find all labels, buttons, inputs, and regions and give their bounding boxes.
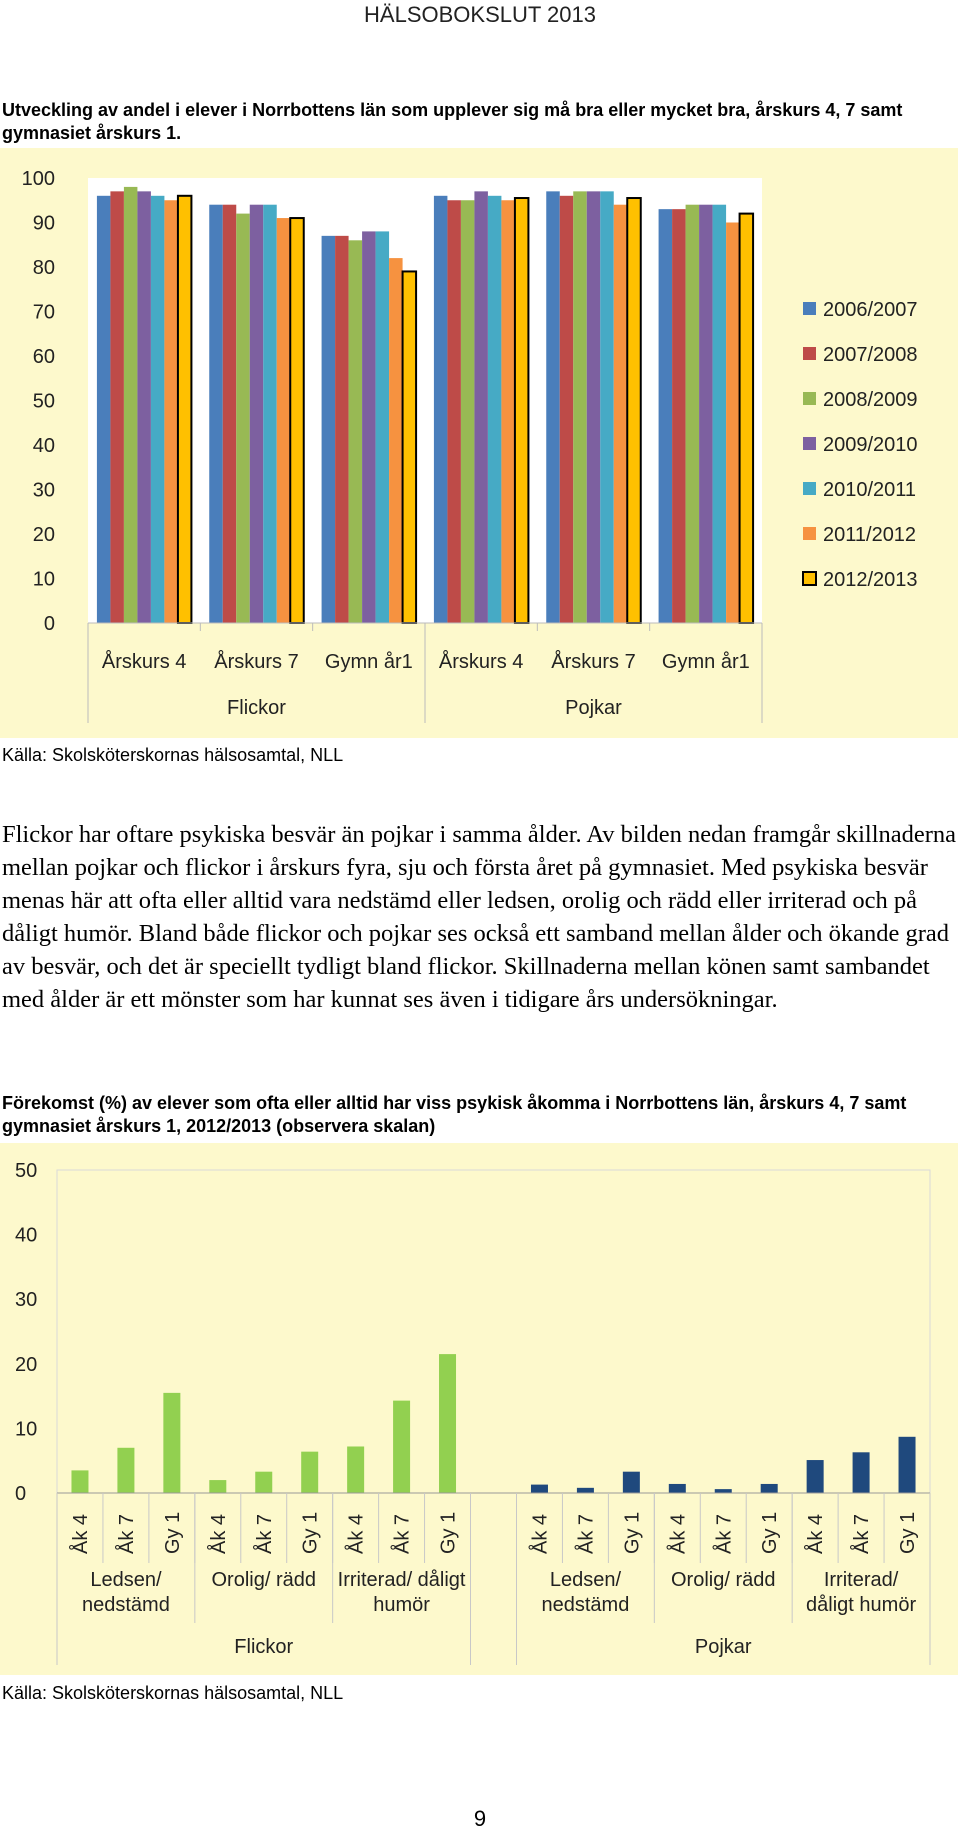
chart2-bar [209, 1480, 226, 1493]
chart1-bar [322, 236, 336, 623]
chart2-y-tick-label: 10 [15, 1418, 38, 1441]
chart2-x-tick-label: Gy 1 [759, 1511, 782, 1554]
chart1-bar [600, 191, 614, 623]
chart1-bar [178, 196, 192, 623]
chart1-x-tick-label: Årskurs 4 [101, 651, 187, 673]
chart2-bar [669, 1484, 686, 1493]
chart2-x-tick-label: Åk 7 [575, 1513, 598, 1554]
chart1-bar [560, 196, 574, 623]
chart2-subgroup-label: Irriterad/ [823, 1569, 899, 1591]
body-paragraph: Flickor har oftare psykiska besvär än pojkar i samma ålder. Av bilden nedan framgår skillnaderna mellan pojkar och flickor i årskurs fyra, sju och första året på gymnasiet. Med psykiska besvär menas här att ofta eller alltid vara nedstämd eller ledsen, orolig och rädd eller irriterad och på dåligt humör. Bland både flickor och pojkar ses också ett samband mellan ålder och ökande grad av besvär, och det är speciellt tydligt bland flickor. Skillnaderna mellan könen samt sambandet med ålder är ett mönster som har kunnat ses även i tidigare års undersökningar. [2, 821, 957, 1013]
chart1-y-tick-label: 80 [32, 257, 55, 279]
chart1-bar [699, 205, 713, 623]
chart2-x-tick-label: Gy 1 [621, 1511, 644, 1554]
chart1-bar [277, 218, 291, 623]
chart1-bar [97, 196, 111, 623]
chart1-bar [124, 187, 137, 623]
chart1-bar [501, 200, 514, 623]
chart2-bar [117, 1448, 134, 1493]
chart2-subgroup-label: dåligt humör [806, 1594, 917, 1616]
chart1-y-tick-label: 0 [43, 613, 55, 635]
chart1-legend-label: 2008/2009 [823, 389, 918, 411]
chart2-x-tick-label: Åk 4 [805, 1513, 828, 1554]
chart1-bar [362, 231, 376, 623]
chart1-bar [686, 205, 700, 623]
chart1-bar [376, 231, 390, 623]
chart1-x-tick-label: Årskurs 7 [551, 651, 636, 673]
chart2-subgroup-label: humör [373, 1594, 430, 1616]
chart2-bar [301, 1452, 318, 1493]
chart1-bar [223, 205, 237, 623]
chart2-bar [761, 1484, 778, 1493]
chart1-y-tick-label: 60 [32, 346, 55, 368]
chart2-bar [577, 1488, 594, 1493]
chart2-panel [0, 1143, 958, 1675]
chart2-subgroup-label: Ledsen/ [549, 1569, 622, 1591]
chart1-bar [290, 218, 304, 623]
chart1-x-tick-label: Gymn år1 [661, 651, 750, 673]
chart1-bar [740, 214, 754, 623]
chart2-bar [347, 1446, 364, 1493]
chart1-x-tick-label: Årskurs 4 [438, 651, 524, 673]
chart1-caption: Utveckling av andel i elever i Norrbottens län som upplever sig må bra eller mycket bra, årskurs 4, 7 samt gymnasiet årskurs 1. [2, 100, 903, 143]
chart2-subgroup-label: Ledsen/ [90, 1569, 162, 1591]
chart2-subgroup-label: Irriterad/ dåligt [337, 1569, 466, 1591]
chart1-bar [389, 258, 403, 623]
chart1-y-tick-label: 90 [32, 212, 55, 235]
chart2-caption: Förekomst (%) av elever som ofta eller alltid har viss psykisk åkomma i Norrbottens län, årskurs 4, 7 samt gymnasiet årskurs 1, 2012/2013 (observera skalan) [2, 1093, 907, 1136]
chart1-bar [726, 223, 740, 624]
chart2-subgroup-label: nedstämd [81, 1594, 170, 1616]
chart2-plot-area [57, 1170, 930, 1493]
chart1-bar [461, 200, 475, 623]
chart1-legend-swatch [803, 437, 816, 450]
chart1-bar [434, 196, 448, 623]
chart1-panel [0, 148, 958, 738]
chart1-bar [137, 191, 151, 623]
chart2-x-tick-label: Gy 1 [437, 1511, 460, 1554]
chart2-subgroup-label: nedstämd [541, 1594, 630, 1616]
chart1-legend-label: 2010/2011 [823, 479, 917, 501]
chart2-bar [807, 1460, 824, 1493]
chart2-bar [255, 1472, 272, 1493]
chart1-bar [263, 205, 277, 623]
chart1-bar [659, 209, 673, 623]
chart1-bar [672, 209, 686, 623]
chart1-legend-label: 2006/2007 [823, 299, 918, 321]
chart2-x-tick-label: Åk 4 [529, 1513, 552, 1554]
chart2-y-tick-label: 30 [15, 1289, 38, 1312]
chart2-subgroup-label: Orolig/ rädd [671, 1569, 776, 1591]
chart2-svg [0, 1143, 958, 1675]
chart1-legend-label: 2009/2010 [823, 434, 918, 456]
page-header: HÄLSOBOKSLUT 2013 [364, 2, 596, 27]
chart2-bar [715, 1489, 732, 1493]
chart1-bar [587, 191, 601, 623]
chart1-x-tick-label: Årskurs 7 [214, 651, 299, 673]
chart2-bar [71, 1470, 88, 1493]
chart1-bar [573, 191, 587, 623]
chart2-x-tick-label: Åk 4 [345, 1513, 368, 1554]
chart1-bar [164, 200, 178, 623]
chart1-bar [447, 200, 461, 623]
chart1-y-tick-label: 100 [21, 168, 55, 190]
chart1-legend-label: 2012/2013 [823, 569, 918, 591]
chart2-bar [531, 1485, 548, 1493]
chart1-group-label: Pojkar [565, 697, 622, 719]
chart2-x-tick-label: Åk 4 [667, 1513, 690, 1554]
chart1-bar [236, 214, 250, 623]
chart1-x-tick-label: Gymn år1 [324, 651, 413, 673]
chart1-legend-swatch [803, 347, 816, 360]
chart2-bar [163, 1393, 180, 1493]
chart1-y-tick-label: 40 [32, 435, 55, 457]
chart1-legend-swatch [803, 527, 816, 540]
chart2-bar [853, 1452, 870, 1493]
chart1-y-tick-label: 10 [32, 568, 55, 591]
chart1-bar [627, 198, 641, 623]
chart1-bar [403, 271, 417, 623]
chart1-legend-swatch [803, 302, 816, 315]
chart2-x-tick-label: Gy 1 [897, 1511, 920, 1554]
chart2-source: Källa: Skolsköterskornas hälsosamtal, NLL [2, 1683, 344, 1703]
chart1-legend-swatch [803, 392, 816, 405]
chart2-x-tick-label: Gy 1 [161, 1511, 184, 1554]
chart1-bar [515, 198, 529, 623]
chart1-legend-swatch [803, 572, 816, 585]
chart1-bar [250, 205, 264, 623]
chart1-bar [151, 196, 165, 623]
chart2-x-tick-label: Åk 7 [713, 1513, 736, 1554]
chart2-bar [899, 1437, 916, 1493]
chart2-x-tick-label: Åk 4 [207, 1513, 230, 1554]
chart2-group-label: Pojkar [694, 1636, 752, 1658]
chart1-bar [546, 191, 560, 623]
chart2-y-tick-label: 40 [15, 1224, 38, 1247]
chart1-bar [349, 240, 363, 623]
chart1-y-tick-label: 20 [32, 524, 55, 546]
chart2-x-tick-label: Åk 7 [851, 1513, 874, 1554]
chart1-bar [713, 205, 727, 623]
chart2-y-tick-label: 20 [15, 1353, 38, 1376]
chart1-bar [110, 191, 124, 623]
chart2-y-tick-label: 0 [15, 1483, 27, 1505]
chart1-y-tick-label: 50 [32, 390, 55, 413]
chart2-x-tick-label: Gy 1 [299, 1511, 322, 1554]
chart2-x-tick-label: Åk 7 [391, 1513, 414, 1554]
chart2-bar [439, 1354, 456, 1493]
page-number: 9 [473, 1806, 487, 1831]
chart1-legend-label: 2007/2008 [823, 344, 918, 366]
chart2-subgroup-label: Orolig/ rädd [211, 1569, 316, 1591]
chart1-y-tick-label: 30 [32, 479, 55, 502]
chart1-legend-label: 2011/2012 [823, 524, 917, 546]
chart2-x-tick-label: Åk 4 [69, 1513, 92, 1554]
chart2-bar [393, 1401, 410, 1493]
chart1-bar [614, 205, 628, 623]
chart1-bar [209, 205, 223, 623]
chart1-bar [474, 191, 488, 623]
chart1-legend-swatch [803, 482, 816, 495]
chart1-bar [488, 196, 502, 623]
chart2-y-tick-label: 50 [15, 1160, 38, 1182]
chart2-bar [623, 1472, 640, 1493]
chart1-bar [335, 236, 349, 623]
chart1-source: Källa: Skolsköterskornas hälsosamtal, NLL [2, 745, 344, 765]
chart2-x-tick-label: Åk 7 [115, 1513, 138, 1554]
chart1-y-tick-label: 70 [32, 301, 55, 324]
chart2-x-tick-label: Åk 7 [253, 1513, 276, 1554]
chart1-group-label: Flickor [227, 697, 286, 719]
chart1-svg [0, 148, 958, 738]
chart2-group-label: Flickor [234, 1636, 294, 1658]
